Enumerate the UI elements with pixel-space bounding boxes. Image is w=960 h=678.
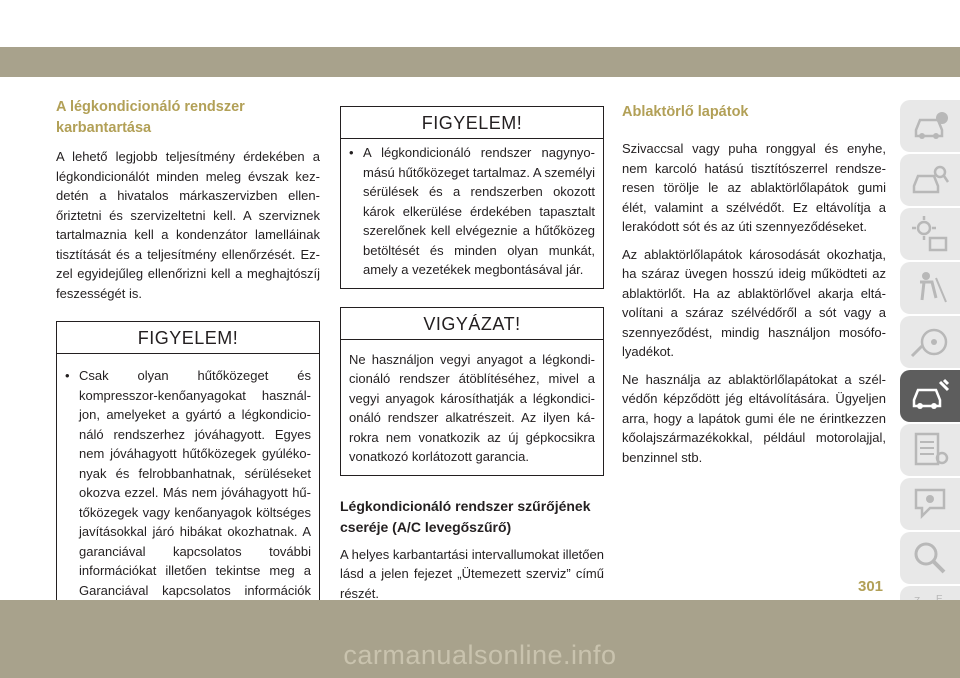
warning-text: A légkondicionáló rendszer nagynyomású hűtőközeget tartalmaz. A személyi sérülések és a rendszerben okozott károk elkerülése érdekében tapasztalt szerelőnek kell elvégeznie a hűtőközeg betöltését és minden olyan munkát, amely a vezetékek megbontásával jár.	[363, 145, 595, 277]
bullet-marker: •	[349, 145, 354, 160]
paragraph-wiper-dry-glass: Az ablaktörlőlapátok károsodását okozhatja, ha száraz üvegen hosszú ideig működteti az ablaktörlőt. Ha az ablaktörlővel akarja eltávolítani a száraz szélvédőről a sót vagy a szennyeződést, mindig használjon mosófolyadékot.	[622, 246, 886, 359]
section-heading-ac-filter: Légkondicionáló rendszer szűrőjének cseréje (A/C levegőszűrő)	[340, 497, 591, 535]
bullet-marker: •	[65, 368, 70, 383]
steering-wheel-icon	[910, 322, 950, 362]
tab-search[interactable]	[900, 532, 960, 584]
caution-title: VIGYÁZAT!	[341, 308, 603, 340]
top-band	[0, 47, 960, 77]
section-heading-wiper-blades: Ablaktörlő lapátok	[622, 104, 749, 120]
section-heading-ac-maintenance: A légkondicionáló rendszer karbantartása	[56, 99, 245, 136]
car-maintenance-icon	[910, 376, 950, 416]
caution-text: Ne használjon vegyi anyagot a légkondicionáló rendszer átöblítéséhez, mivel a vegyi anyagok károsíthatják a légkondicionáló rendszer alkatrészeit. Az ilyen károkra nem vonatkozik az új gépkocsikra vonatkozó korlátozott garancia.	[349, 351, 595, 464]
left-column	[56, 97, 320, 647]
specifications-list-icon	[910, 430, 950, 470]
tab-multimedia[interactable]	[900, 478, 960, 530]
page-number: 301	[858, 578, 884, 595]
warning-bullet	[349, 143, 595, 280]
warning-lights-icon	[910, 214, 950, 254]
tab-car-info[interactable]	[900, 100, 960, 152]
car-key-icon	[910, 160, 950, 200]
tab-car-key[interactable]	[900, 154, 960, 206]
warning-bullet	[65, 366, 311, 620]
watermark: carmanualsonline.info	[343, 640, 617, 670]
car-info-icon	[910, 106, 950, 146]
warning-text: Csak olyan hűtőközeget és kompresszor-kenőanyagokat használjon, amelyeket a gyártó a légkondicionáló rendszerhez jóváhagyott. Egyes nem jóváhagyott hűtőközegek gyúlékonyak és felrobbanhatnak, sérüléseket okozva ezzel. Más nem jóváhagyott hűtőközegek vagy kenőanyagok költséges javításokkal járó hibákat okozhatnak. A garanciával kapcsolatos további információkat illetően tekintse meg a Garanciával kapcsolatos információk	[79, 368, 311, 598]
paragraph-wiper-ice: Ne használja az ablaktörlőlapátokat a szélvédőn képződött jég eltávolítására. Ügyeljen arra, hogy a lapátok gumi éle ne érintkezzen kőolajszármazékokkal, például motorolajjal, benzinnel stb.	[622, 371, 886, 465]
tab-steering-wheel[interactable]	[900, 316, 960, 368]
search-icon	[910, 538, 950, 578]
right-column	[622, 102, 886, 475]
paragraph-ac-intro: A lehető legjobb teljesítmény érdekében a légkondicionálót minden meleg évszak kezdetén a hivatalos márkaszervizben ellenőriztetni és szervizeltetni kell. A szerviznek tartalmaznia kell a kondenzátor lamelláinak tisztítását és a teljesítmény ellenőrzését. Ezzel egyidejűleg ellenőrizni kell a meghajtószíj feszességét is.	[56, 149, 320, 301]
tab-car-maintenance[interactable]	[900, 370, 960, 422]
tab-warning-lights[interactable]	[900, 208, 960, 260]
caution-box-chemicals	[340, 307, 604, 476]
tab-car-safety[interactable]	[900, 262, 960, 314]
warning-box-refrigerant	[56, 321, 320, 629]
warning-title: FIGYELEM!	[57, 322, 319, 354]
multimedia-icon	[910, 484, 950, 524]
paragraph-service-interval: A helyes karbantartási intervallumokat illetően lásd a jelen fejezet „Ütemezett szerviz” című részét.	[340, 546, 604, 601]
warning-box-high-pressure	[340, 106, 604, 289]
middle-column	[340, 106, 604, 639]
car-safety-icon	[910, 268, 950, 308]
warning-title: FIGYELEM!	[341, 107, 603, 139]
paragraph-wiper-cleaning: Szivaccsal vagy puha ronggyal és enyhe, nem karcoló hatású tisztítószerrel rendszeresen törölje le az ablaktörlőlapátok gumi élét, valamint a szélvédőt. Ez eltávolítja a lerakódott sót és az úti szennyeződéseket.	[622, 141, 886, 234]
tab-specifications[interactable]	[900, 424, 960, 476]
